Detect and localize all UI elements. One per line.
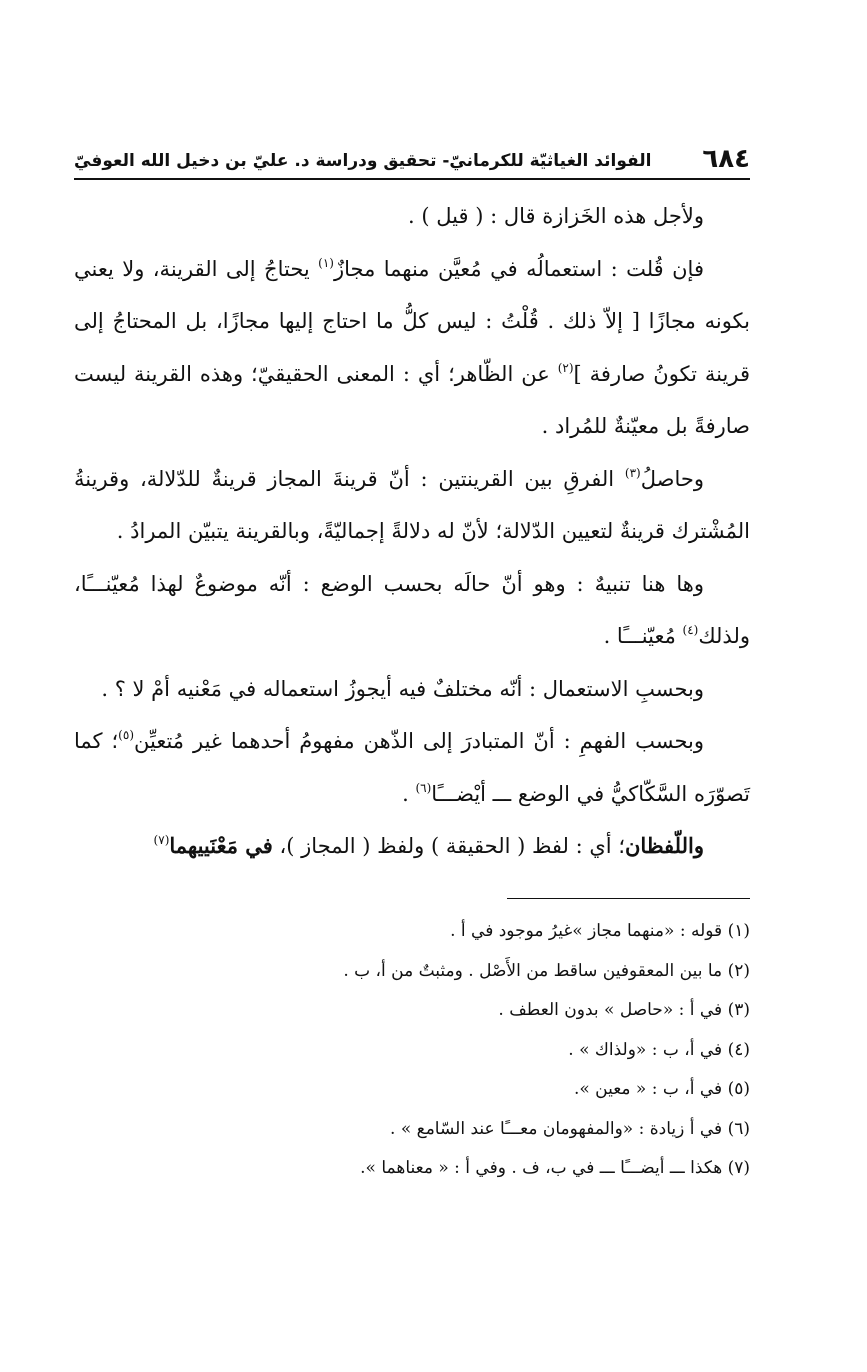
running-title: الفوائد الغياثيّة للكرمانيّ- تحقيق ودراسة د. عليّ بن دخيل الله العوفيّ bbox=[74, 151, 652, 171]
paragraph-3-text-a: وحاصلُ bbox=[640, 466, 704, 491]
page-header bbox=[74, 140, 750, 174]
paragraph-6 bbox=[74, 715, 750, 820]
paragraph-4-text-b: مُعيّنـــًا . bbox=[603, 624, 683, 648]
header-divider bbox=[74, 178, 750, 180]
paragraph-5-text: وبحسبِ الاستعمال : أنّه مختلفٌ فيه أيجوزُ استعماله في مَعْنيه أمْ لا ؟ . bbox=[101, 676, 704, 701]
footnote-1: (١) قوله : «منهما مجاز »غيرُ موجود في أ . bbox=[450, 921, 750, 941]
footnote-ref-1: (١) bbox=[318, 255, 334, 270]
paragraph-3 bbox=[74, 453, 750, 558]
paragraph-2-text-a: فإن قُلت : استعمالُه في مُعيَّن منهما مجازٌ bbox=[333, 256, 704, 281]
footnote-4: (٤) في أ، ب : «ولذاك » . bbox=[568, 1039, 750, 1060]
paragraph-1-text: ولأجل هذه الخَزازة قال : ( قيل ) . bbox=[408, 204, 704, 228]
footnote-5: (٥) في أ، ب : « معين ». bbox=[573, 1079, 750, 1099]
footnote-ref-7: (٧) bbox=[153, 833, 170, 847]
paragraph-2-text-b: يحتاجُ إلى القرينة، ولا يعني بكونه مجازًا [ إلاّ ذلك . قُلْتُ : ليس كلُّ ما احتاج إليها مجازًا، بل المحتاجُ إلى قرينة تكونُ صارفة ] bbox=[74, 256, 750, 386]
paragraph-7-text-a: ؛ أي : لفظ ( الحقيقة ) ولفظ ( المجاز )، bbox=[272, 834, 625, 858]
paragraph-2-text-c: عن الظّاهر؛ أي : المعنى الحقيقيّ؛ وهذه القرينة ليست صارفةً بل معيّنةٌ للمُراد . bbox=[74, 361, 750, 438]
footnote-ref-6: (٦) bbox=[415, 780, 432, 795]
main-text bbox=[74, 190, 750, 873]
paragraph-6-text-a: وبحسب الفهمِ : أنّ المتبادرَ إلى الذّهن مفهومُ أحدهما غير مُتعيِّن bbox=[134, 729, 704, 753]
paragraph-5 bbox=[74, 663, 750, 716]
paragraph-6-text-c: . bbox=[402, 781, 416, 806]
footnote-ref-4: (٤) bbox=[682, 623, 699, 637]
paragraph-1 bbox=[74, 190, 750, 243]
footnote-2: (٢) ما بين المعقوفين ساقط من الأَصْل . ومثبتٌ من أ، ب . bbox=[343, 960, 750, 981]
paragraph-7-bold-b: في مَعْنَييهما bbox=[169, 833, 273, 858]
paragraph-4-text-a: وها هنا تنبيهٌ : وهو أنّ حالَه بحسب الوضع : أنّه موضوعٌ لهذا مُعيّنـــًا، ولذلك bbox=[74, 571, 750, 648]
footnote-ref-3: (٣) bbox=[624, 465, 641, 480]
paragraph-4 bbox=[74, 558, 750, 663]
paragraph-6-text-b: ؛ كما تَصوّرَه السَّكّاكيُّ في الوضع ـــ أيْضـــًا bbox=[74, 729, 750, 806]
footnotes bbox=[74, 912, 750, 1189]
footnote-3: (٣) في أ : «حاصل » بدون العطف . bbox=[498, 1000, 750, 1020]
footnote-divider bbox=[507, 898, 750, 899]
footnote-ref-2: (٢) bbox=[557, 360, 574, 375]
footnote-ref-5: (٥) bbox=[118, 728, 134, 742]
footnote-7: (٧) هكذا ـــ أيضـــًا ـــ في ب، ف . وفي أ : « معناهما ». bbox=[360, 1158, 750, 1178]
page-number: ٦٨٤ bbox=[702, 144, 750, 174]
paragraph-3-text-b: الفرقِ بين القرينتين : أنّ قرينةَ المجاز قرينةٌ للدّلالة، وقرينةُ المُشْترك قرينةٌ لتعيين الدّلالة؛ لأنّ له دلالةً إجماليّةً، وبالقرينة يتبيّن المرادُ . bbox=[74, 466, 750, 543]
paragraph-7 bbox=[74, 820, 750, 873]
footnote-6: (٦) في أ زيادة : «والمفهومان معـــًا عند السّامع » . bbox=[390, 1118, 750, 1139]
paragraph-2 bbox=[74, 243, 750, 453]
paragraph-7-bold-a: واللّفظان bbox=[625, 833, 704, 858]
